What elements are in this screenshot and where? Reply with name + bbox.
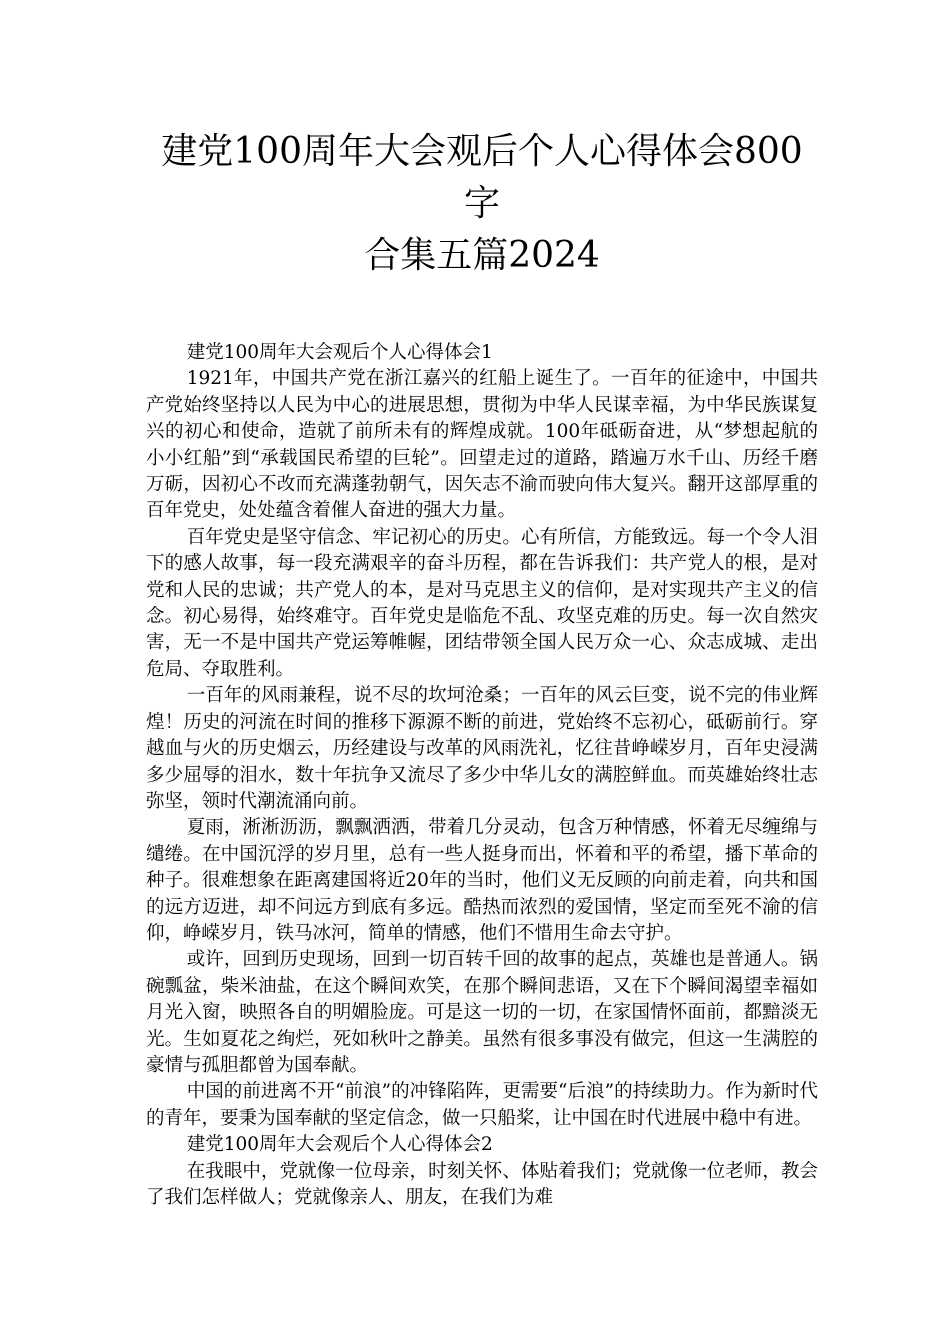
title-line-1: 建党100周年大会观后个人心得体会800字: [161, 131, 803, 224]
paragraph: 百年党史是坚守信念、牢记初心的历史。心有所信，方能致远。每一个令人泪下的感人故事，每一段充满艰辛的奋斗历程，都在告诉我们：共产党人的根，是对党和人民的忠诚；共产党人的本，是对马克思主义的信仰，是对实现共产主义的信念。初心易得，始终难守。百年党史是临危不乱、攻坚克难的历史。每一次自然灾害，无一不是中国共产党运筹帷幄，团结带领全国人民万众一心、众志成城、走出危局、夺取胜利。: [146, 526, 818, 680]
paragraph: 1921年，中国共产党在浙江嘉兴的红船上诞生了。一百年的征途中，中国共产党始终坚持以人民为中心的进展思想，贯彻为中华人民谋幸福，为中华民族谋复兴的初心和使命，造就了前所未有的辉煌成就。100年砥砺奋进，从“梦想起航的小小红船”到“承载国民希望的巨轮”。回望走过的道路，踏遍万水千山、历经千磨万砺，因初心不改而充满蓬勃朝气，因矢志不渝而驶向伟大复兴。翻开这部厚重的百年党史，处处蕴含着催人奋进的强大力量。: [146, 368, 818, 522]
paragraph: 在我眼中，党就像一位母亲，时刻关怀、体贴着我们；党就像一位老师，教会了我们怎样做人；党就像亲人、朋友，在我们为难: [146, 1160, 818, 1208]
title-line-2: 合集五篇2024: [364, 235, 600, 276]
paragraph: 一百年的风雨兼程，说不尽的坎坷沧桑；一百年的风云巨变，说不完的伟业辉煌！历史的河流在时间的推移下源源不断的前进，党始终不忘初心，砥砺前行。穿越血与火的历史烟云，历经建设与改革的风雨洗礼，忆往昔峥嵘岁月，百年史浸满多少屈辱的泪水，数十年抗争又流尽了多少中华儿女的满腔鲜血。而英雄始终壮志弥坚，领时代潮流涌向前。: [146, 685, 818, 812]
section-heading-2: 建党100周年大会观后个人心得体会2: [186, 1134, 493, 1156]
document-body: [146, 340, 818, 1211]
document-page: [146, 126, 818, 1211]
section-heading-1: 建党100周年大会观后个人心得体会1: [186, 342, 493, 363]
document-title: [146, 126, 818, 282]
paragraph: 中国的前进离不开“前浪”的冲锋陷阵，更需要“后浪”的持续助力。作为新时代的青年，要秉为国奉献的坚定信念，做一只船桨，让中国在时代进展中稳中有进。: [146, 1081, 818, 1129]
paragraph: 或许，回到历史现场，回到一切百转千回的故事的起点，英雄也是普通人。锅碗瓢盆，柴米油盐，在这个瞬间欢笑，在那个瞬间悲语，又在下个瞬间渴望幸福如月光入窗，映照各自的明媚脸庞。可是这一切的一切，在家国情怀面前，都黯淡无光。生如夏花之绚烂，死如秋叶之静美。虽然有很多事没有做完，但这一生满腔的豪情与孤胆都曾为国奉献。: [146, 949, 818, 1076]
paragraph: 夏雨，淅淅沥沥，飘飘洒洒，带着几分灵动，包含万种情感，怀着无尽缠绵与缱绻。在中国沉浮的岁月里，总有一些人挺身而出，怀着和平的希望，播下革命的种子。很难想象在距离建国将近20年的当时，他们义无反顾的向前走着，向共和国的远方迈进，却不问远方到底有多远。酷热而浓烈的爱国情，坚定而至死不渝的信仰，峥嵘岁月，铁马冰河，简单的情感，他们不惜用生命去守护。: [146, 817, 818, 944]
